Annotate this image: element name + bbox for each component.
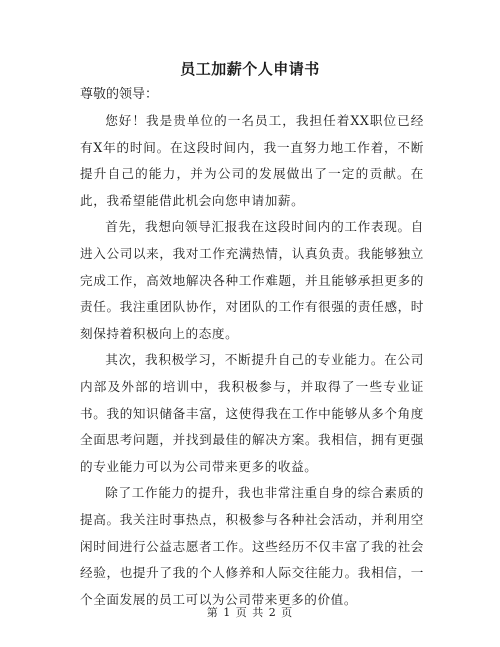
- paragraph-1: 您好！我是贵单位的一名员工，我担任着XX职位已经有X年的时间。在这段时间内，我一直努力地工作着，不断提升自己的能力，并为公司的发展做出了一定的贡献。在此，我希望能借此机会向您申请加薪。: [80, 113, 424, 208]
- document-body: [80, 108, 424, 613]
- salutation: 尊敬的领导：: [80, 87, 159, 102]
- document-title: 员工加薪个人申请书: [180, 60, 320, 78]
- paragraph-2: 首先，我想向领导汇报我在这段时间内的工作表现。自进入公司以来，我对工作充满热情，认真负责。我能够独立完成工作，高效地解决各种工作难题，并且能够承担更多的责任。我注重团队协作，对团队的工作有很强的责任感，时刻保持着积极向上的态度。: [80, 219, 424, 341]
- paragraph-3: 其次，我积极学习，不断提升自己的专业能力。在公司内部及外部的培训中，我积极参与，并取得了一些专业证书。我的知识储备丰富，这使得我在工作中能够从多个角度全面思考问题，并找到最佳的解决方案。我相信，拥有更强的专业能力可以为公司带来更多的收益。: [80, 352, 424, 474]
- page-footer: 第 1 页 共 2 页: [206, 606, 294, 619]
- paragraph-4: 除了工作能力的提升，我也非常注重自身的综合素质的提高。我关注时事热点，积极参与各种社会活动，并利用空闲时间进行公益志愿者工作。这些经历不仅丰富了我的社会经验，也提升了我的个人修养和人际交往能力。我相信，一个全面发展的员工可以为公司带来更多的价值。: [80, 485, 424, 607]
